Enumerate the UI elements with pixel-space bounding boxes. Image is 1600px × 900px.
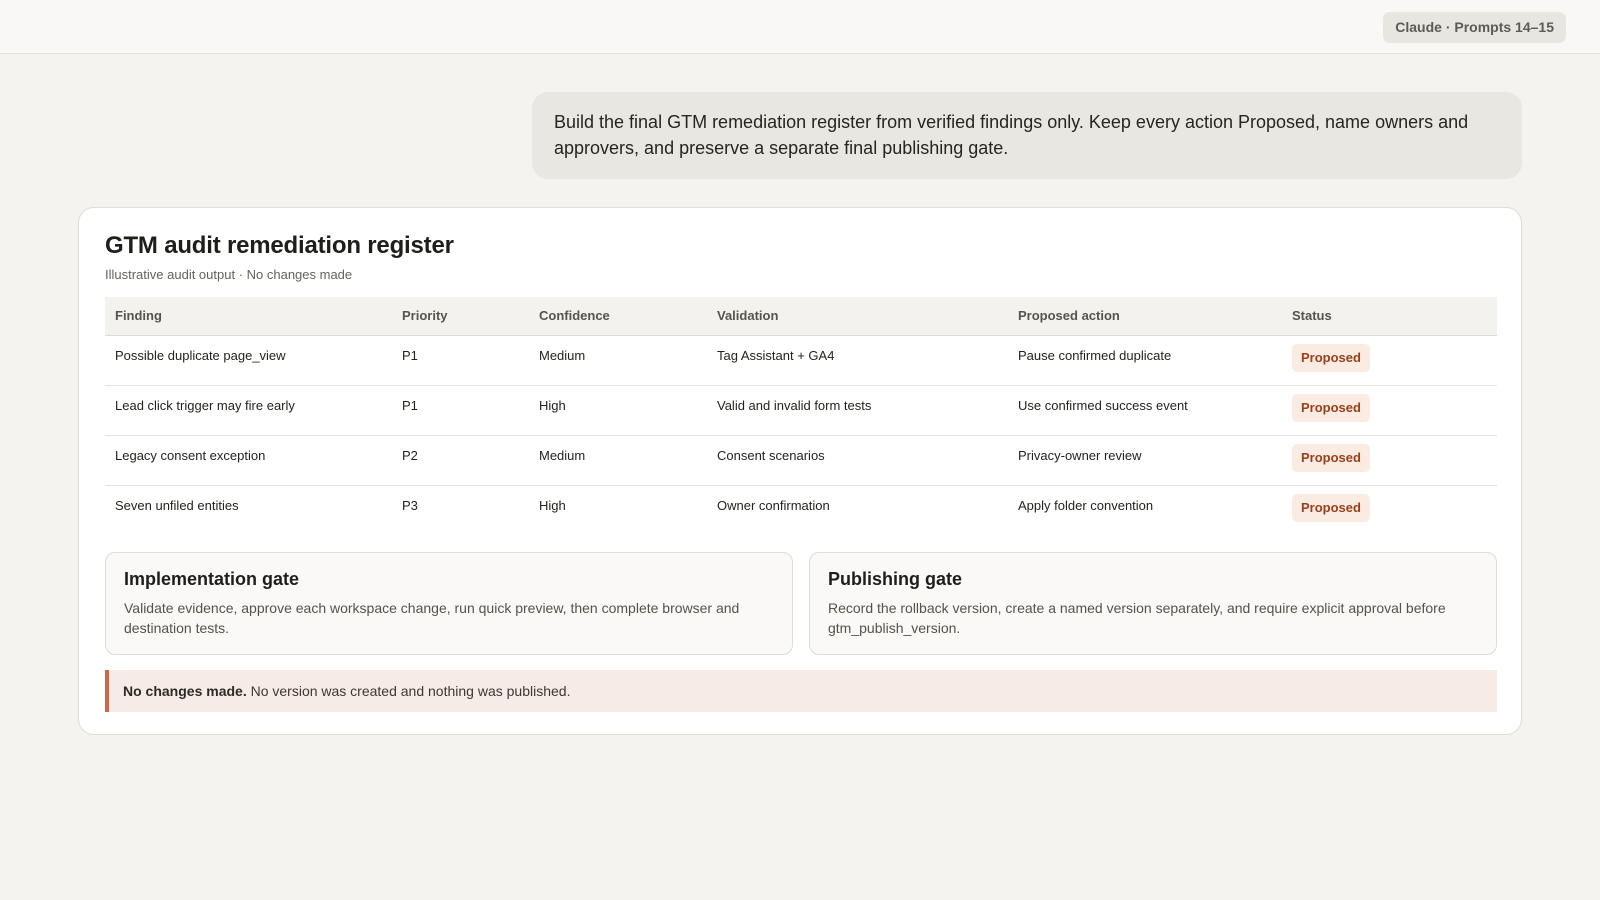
cell-confidence: Medium — [529, 435, 707, 485]
cell-status — [1282, 385, 1497, 435]
column-header-priority: Priority — [392, 297, 529, 335]
cell-confidence: Medium — [529, 335, 707, 385]
session-badge[interactable]: Claude · Prompts 14–15 — [1383, 12, 1566, 43]
register-subtitle: Illustrative audit output · No changes made — [105, 267, 353, 282]
cell-finding: Possible duplicate page_view — [105, 335, 392, 385]
cell-priority: P1 — [392, 335, 529, 385]
cell-priority: P1 — [392, 385, 529, 435]
register-title: GTM audit remediation register — [105, 232, 454, 259]
cell-finding: Legacy consent exception — [105, 435, 392, 485]
column-header-finding: Finding — [105, 297, 392, 335]
column-header-validation: Validation — [707, 297, 1008, 335]
column-header-confidence: Confidence — [529, 297, 707, 335]
cell-proposed-action: Pause confirmed duplicate — [1008, 335, 1282, 385]
table-row — [105, 385, 1497, 435]
cell-proposed-action: Use confirmed success event — [1008, 385, 1282, 435]
cell-priority: P2 — [392, 435, 529, 485]
publishing-gate-body: Record the rollback version, create a named version separately, and require explicit approval before gtm_publish_version. — [828, 600, 1446, 636]
cell-confidence: High — [539, 497, 566, 513]
cell-confidence: High — [529, 385, 707, 435]
cell-status — [1282, 485, 1497, 535]
column-header-status: Status — [1282, 297, 1497, 335]
implementation-gate-body: Validate evidence, approve each workspace change, run quick preview, then complete browser and destination tests. — [124, 600, 740, 636]
implementation-gate-title: Implementation gate — [124, 569, 300, 589]
cell-validation: Valid and invalid form tests — [707, 385, 1008, 435]
table-row — [105, 335, 1497, 385]
publishing-gate — [809, 552, 1497, 655]
no-changes-notice — [105, 670, 1497, 712]
status-badge: Proposed — [1292, 444, 1370, 472]
implementation-gate — [105, 552, 793, 655]
cell-proposed-action: Privacy-owner review — [1008, 435, 1282, 485]
top-bar — [0, 0, 1600, 54]
table-row — [105, 435, 1497, 485]
cell-validation: Tag Assistant + GA4 — [707, 335, 1008, 385]
column-header-proposed-action: Proposed action — [1008, 297, 1282, 335]
table-row — [105, 485, 1497, 535]
cell-status — [1282, 435, 1497, 485]
cell-validation: Consent scenarios — [707, 435, 1008, 485]
cell-validation: Owner confirmation — [717, 497, 830, 513]
cell-status — [1282, 335, 1497, 385]
remediation-table — [105, 297, 1497, 535]
status-badge: Proposed — [1292, 394, 1370, 422]
cell-finding: Lead click trigger may fire early — [105, 385, 392, 435]
notice-text: No version was created and nothing was published. — [246, 683, 571, 699]
user-message: Build the final GTM remediation register from verified findings only. Keep every action Proposed, name owners and approvers, and preserve a separate final publishing gate. — [532, 92, 1522, 179]
notice-bold-text: No changes made. — [123, 683, 247, 699]
publishing-gate-title: Publishing gate — [828, 569, 963, 589]
cell-proposed-action: Apply folder convention — [1018, 497, 1154, 513]
cell-priority: P3 — [402, 497, 418, 513]
status-badge: Proposed — [1292, 494, 1370, 522]
register-card — [78, 207, 1522, 735]
table-header-row — [105, 297, 1497, 335]
cell-finding: Seven unfiled entities — [115, 497, 239, 513]
status-badge: Proposed — [1292, 344, 1370, 372]
